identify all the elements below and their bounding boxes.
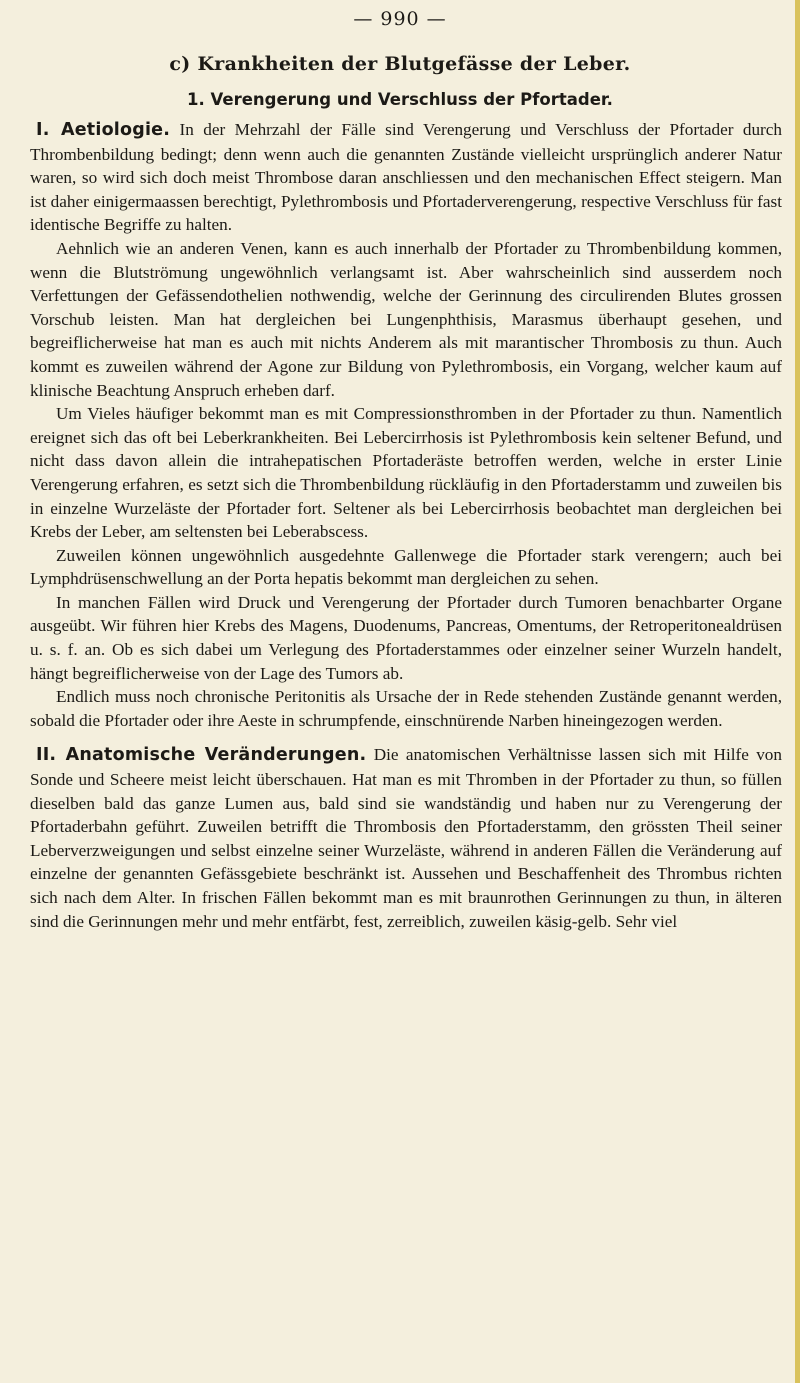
page-number: — 990 — — [353, 8, 447, 30]
aetiologie-paragraph-4: Zuweilen können ungewöhnlich ausgedehnte Gallenwege die Pfortader stark verengern; auch bei Lymphdrüsenschwellung an der Porta hepatis bekommt man dergleichen zu sehen. — [30, 545, 782, 589]
aetiologie-paragraph-2: Aehnlich wie an anderen Venen, kann es auch innerhalb der Pfortader zu Thrombenbildung kommen, wenn die Blutströmung ungewöhnlich verlangsamt ist. Aber wahrscheinlich sind ausserdem noch Verfettungen der Gefässendothelien nothwendig, welche der Gerinnung des circulirenden Blutes grossen Vorschub leisten. Man hat dergleichen bei Lungenphthisis, Marasmus überhaupt gesehen, und begreiflicherweise hat man es auch mit nichts Anderem als mit marantischer Thrombosis zu thun. Auch kommt es zuweilen während der Agone zur Bildung von Pylethrombosis, ein Vorgang, welcher kaum auf klinische Beachtung Anspruch erheben darf. — [30, 238, 782, 400]
aetiologie-paragraph-3: Um Vieles häufiger bekommt man es mit Compressionsthromben in der Pfortader zu thun. Namentlich ereignet sich das oft bei Leberkrankheiten. Bei Lebercirrhosis ist Pylethrombosis kein seltener Befund, und nicht dass davon allein die intrahepatischen Pfortaderäste betroffen werden, welche in erster Linie Verengerung erfahren, es setzt sich die Thrombenbildung rückläufig in den Pfortaderstamm und zuweilen bis in einzelne Wurzeläste der Pfortader fort. Seltener als bei Lebercirrhosis beobachtet man dergleichen bei Krebs der Leber, am seltensten bei Leberabscess. — [30, 404, 782, 542]
body-text — [30, 118, 782, 933]
aetiologie-paragraph-6: Endlich muss noch chronische Peritonitis als Ursache der in Rede stehenden Zustände genannt werden, sobald die Pfortader oder ihre Aeste in schrumpfende, einschnürende Narben hineingezogen werden. — [30, 687, 782, 730]
chapter-title: c) Krankheiten der Blutgefässe der Leber. — [169, 53, 631, 75]
paragraph-text: In der Mehrzahl der Fälle sind Verengerung und Verschluss der Pfortader durch Thrombenbildung bedingt; denn wenn auch die genannten Zustände vielleicht ursprünglich anderer Natur waren, so wird sich doch meist Thrombose daran anschliessen und den mechanischen Effect steigern. Man ist daher einigermaassen berechtigt, Pylethrombosis und Pfortaderverengerung, respective Verschluss für fast identische Begriffe zu halten. — [30, 120, 783, 235]
aetiologie-paragraph-1 — [30, 118, 782, 237]
paragraph-text: Die anatomischen Verhältnisse lassen sich mit Hilfe von Sonde und Scheere meist leicht überschauen. Hat man es mit Thromben in der Pfortader zu thun, so füllen dieselben bald das ganze Lumen aus, bald sind sie wandständig und haben nur zu Verengerung der Pfortaderbahn geführt. Zuweilen betrifft die Thrombosis den Pfortaderstamm, den grössten Theil seiner Leberverzweigungen und selbst einzelne seiner Wurzeläste, während in anderen Fällen die Veränderung auf einzelne der genannten Gefässgebiete beschränkt ist. Aussehen und Beschaffenheit des Thrombus richten sich nach dem Alter. In frischen Fällen bekommt man es mit braunrothen Gerinnungen zu thun, in älteren sind die Gerinnungen mehr und mehr entfärbt, fest, zerreiblich, zuweilen käsig-gelb. Sehr viel — [30, 745, 782, 931]
anatomie-heading: II. Anatomische Veränderungen. — [36, 745, 367, 766]
anatomie-paragraph-1 — [30, 743, 782, 933]
aetiologie-heading: I. Aetiologie. — [36, 120, 171, 140]
page-edge — [795, 0, 800, 1383]
aetiologie-paragraph-5: In manchen Fällen wird Druck und Verengerung der Pfortader durch Tumoren benachbarter Organe ausgeübt. Wir führen hier Krebs des Magens, Duodenums, Pancreas, Omentums, der Retroperitonealdrüsen u. s. f. an. Ob es sich dabei um Verlegung des Pfortaderstammes oder einzelner seiner Wurzeln handelt, hängt begreiflicherweise von der Lage des Tumors ab. — [30, 592, 782, 683]
section-title: 1. Verengerung und Verschluss der Pfortader. — [187, 90, 613, 109]
